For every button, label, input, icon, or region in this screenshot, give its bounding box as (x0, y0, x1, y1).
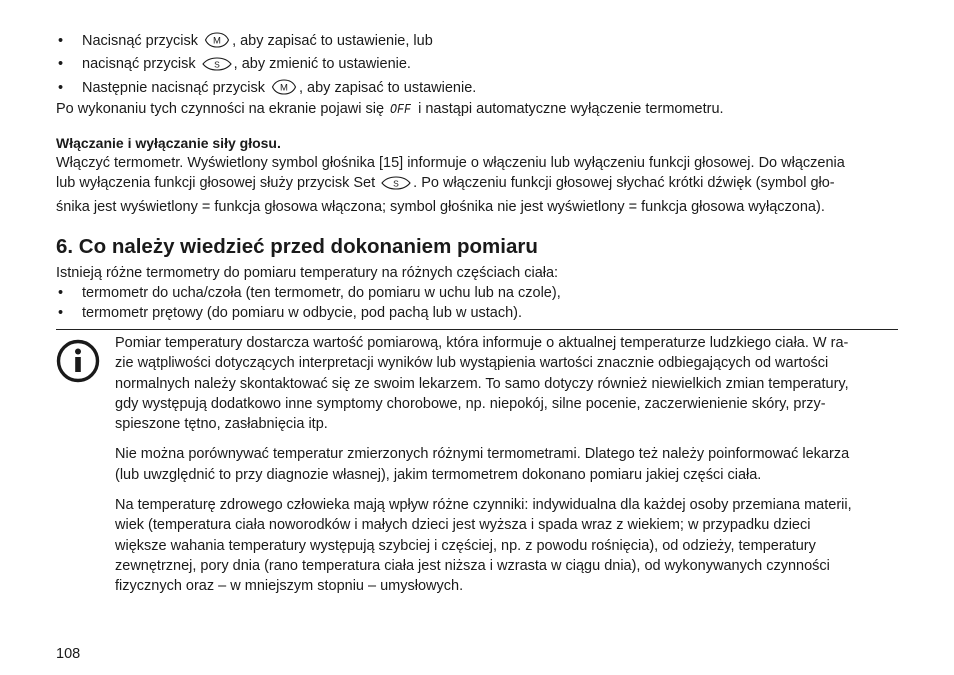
info-paragraph-2: Nie można porównywać temperatur zmierzonych różnymi termometrami. Dlatego też należy poinformować lekarza (lub uwzględnić to przy diagnozie własnej), jakim termometrem dokonano pomiaru jakiej części ciała. (115, 446, 850, 483)
voice-line-1: Włączyć termometr. Wyświetlony symbol głośnika [15] informuje o włączeniu lub wyłączeniu funkcji głosowej. Do włączenia (56, 155, 845, 171)
off-paragraph: Po wykonaniu tych czynności na ekranie pojawi się OFF i nastąpi automatyczne wyłączenie termometru. (56, 99, 898, 121)
info-block (56, 329, 898, 595)
info-paragraph-3: Na temperaturę zdrowego człowieka mają wpływ różne czynniki: indywidualna dla każdej osoby przemiana materii, wiek (temperatura ciała noworodków i małych dzieci jest wyższa i spada wraz z wiekiem; w przypadku dzieci większe wahania temperatury występują szybciej i częściej, np. z powodu rośnięcia), od odzieży, temperatury zewnętrznej, pory dnia (rano temperatura ciała jest niższa i wzrasta w ciągu dnia), od wykonywanych czynności fizycznych oraz – w mniejszym stopniu – umysłowych. (115, 497, 852, 595)
page-number: 108 (56, 646, 81, 662)
info-icon (56, 339, 100, 388)
s-button-icon (202, 57, 232, 77)
set-button-icon (381, 176, 411, 196)
thermometer-types-list (56, 283, 898, 324)
off-display-icon (390, 101, 412, 121)
list-item: • termometr do ucha/czoła (ten termometr, do pomiaru w uchu lub na czole), (56, 283, 898, 303)
section-title: 6. Co należy wiedzieć przed dokonaniem pomiaru (56, 235, 538, 258)
voice-section (56, 133, 898, 217)
svg-text:M: M (280, 82, 288, 94)
m-button-icon (204, 32, 230, 54)
button-instructions-list (56, 31, 898, 101)
m-button-icon (271, 79, 297, 101)
voice-line-3: śnika jest wyświetlony = funkcja głosowa włączona; symbol głośnika nie jest wyświetlony = funkcja głosowa wyłączona). (56, 198, 825, 215)
list-item: • Następnie nacisnąć przycisk M , aby zapisać to ustawienie. (56, 78, 898, 101)
svg-text:S: S (213, 59, 220, 70)
list-item: • Nacisnąć przycisk M , aby zapisać to ustawienie, lub (56, 31, 898, 54)
svg-text:OFF: OFF (390, 102, 412, 118)
info-paragraph-1: Pomiar temperatury dostarcza wartość pomiarową, która informuje o aktualnej temperaturze ludzkiego ciała. W ra- zie wątpliwości dotyczących interpretacji wyników lub wystąpienia wartości znacznie odbiegających od wartości normalnych należy skontaktować się ze swoim lekarzem. To samo dotyczy również niewielkich zmian temperatury, gdy występują dodatkowo inne symptomy chorobowe, np. niepokój, silne pocenie, zaczerwienienie skóry, przy- spieszone tętno, zasłabnięcia itp. (115, 335, 849, 433)
svg-text:S: S (393, 178, 400, 189)
voice-line-2: lub wyłączenia funkcji głosowej służy przycisk Set S . Po włączeniu funkcji głosowej słychać krótki dźwięk (symbol gło- (56, 173, 898, 196)
list-item: • termometr prętowy (do pomiaru w odbycie, pod pachą lub w ustach). (56, 303, 898, 323)
list-item: • nacisnąć przycisk S , aby zmienić to ustawienie. (56, 54, 898, 77)
voice-heading: Włączanie i wyłączanie siły głosu. (56, 135, 281, 151)
svg-text:M: M (213, 35, 222, 47)
info-text (115, 333, 898, 597)
section-intro: Istnieją różne termometry do pomiaru temperatury na różnych częściach ciała: (56, 265, 559, 281)
